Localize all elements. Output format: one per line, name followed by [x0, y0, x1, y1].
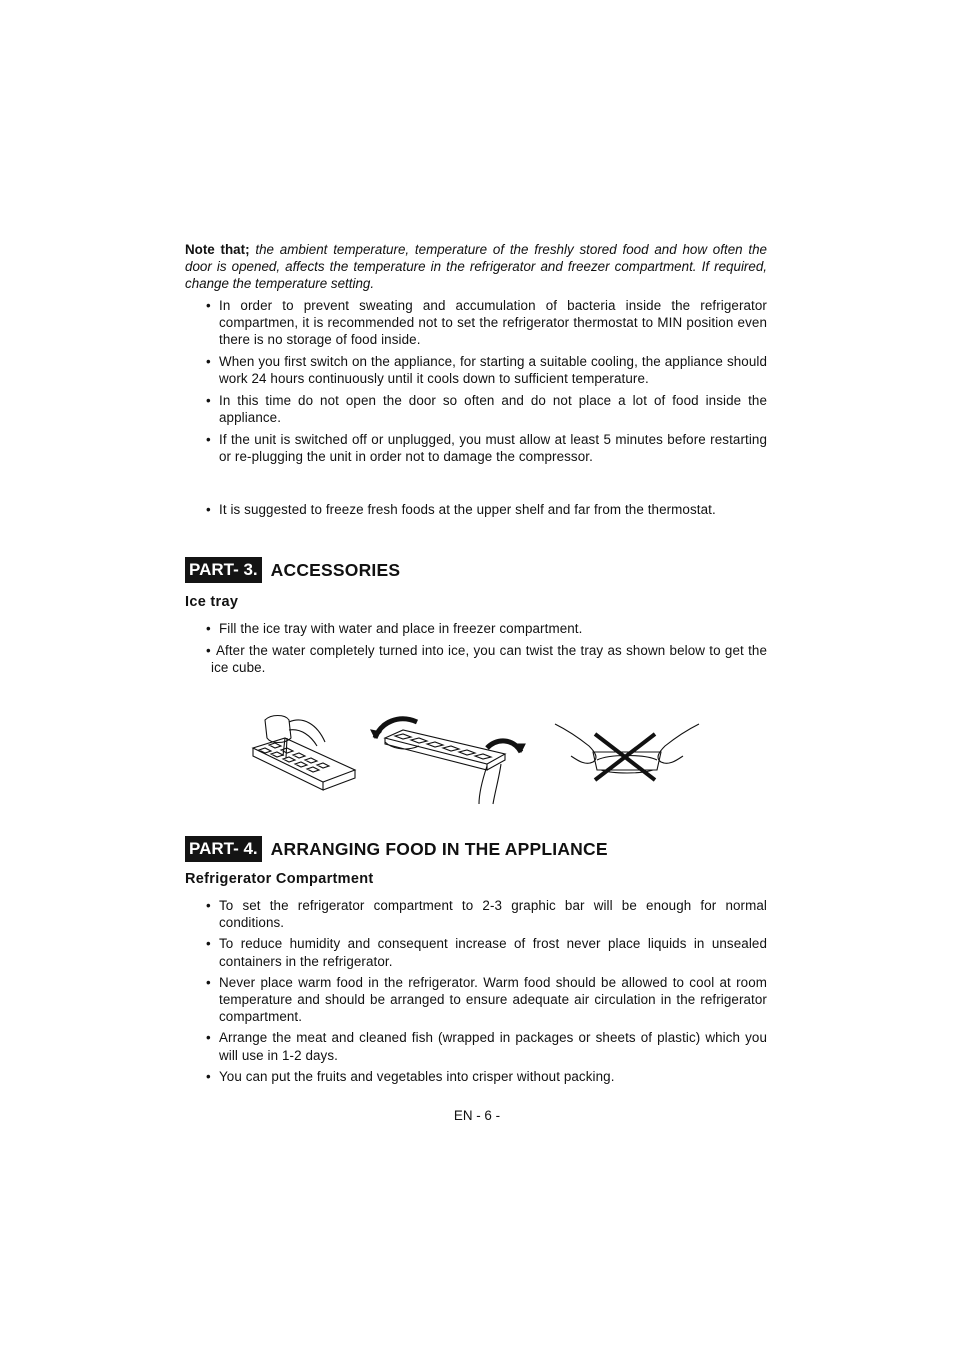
part4-title: ARRANGING FOOD IN THE APPLIANCE: [270, 838, 608, 859]
list-item: • In this time do not open the door so often and do not place a lot of food inside the appliance.: [206, 393, 767, 426]
list-item: • Fill the ice tray with water and place in freezer compartment.: [206, 621, 583, 636]
list-item: • To reduce humidity and consequent increase of frost never place liquids in unsealed containers in the refrigerator.: [206, 936, 767, 969]
part3-heading: [185, 557, 400, 583]
refrigerator-subheading: Refrigerator Compartment: [185, 871, 374, 887]
list-item: • After the water completely turned into ice, you can twist the tray as shown below to get the ice cube.: [206, 643, 767, 676]
part3-tag: PART- 3.: [185, 557, 262, 583]
fill-tray-figure: [253, 716, 355, 791]
note-text: the ambient temperature, temperature of the freshly stored food and how often the door is opened, affects the temperature in the refrigerator and freezer compartment. If required, change the temperature setting.: [185, 242, 767, 291]
note-label: Note that;: [185, 242, 250, 257]
part3-title: ACCESSORIES: [270, 559, 401, 580]
page-number: EN - 6 -: [453, 1108, 501, 1123]
general-bullet-list: [206, 297, 767, 470]
fridge-bullet-list: [206, 897, 767, 1089]
ice-tray-illustration: [245, 708, 705, 808]
freeze-bullet-list: [206, 501, 767, 518]
note-paragraph: [185, 241, 767, 292]
list-item: • In order to prevent sweating and accumulation of bacteria inside the refrigerator compartmen, it is recommended not to set the refrigerator thermostat to MIN position even there is no storage of food inside.: [206, 298, 767, 348]
wrong-usage-figure: [555, 724, 699, 780]
part4-tag: PART- 4.: [185, 836, 262, 862]
list-item: • It is suggested to freeze fresh foods at the upper shelf and far from the thermostat.: [206, 502, 716, 517]
list-item: • To set the refrigerator compartment to 2-3 graphic bar will be enough for normal conditions.: [206, 898, 767, 931]
twist-tray-figure: [371, 719, 525, 804]
list-item: • Never place warm food in the refrigerator. Warm food should be allowed to cool at room temperature and should be arranged to ensure adequate air circulation in the refrigerator compartment.: [206, 974, 767, 1025]
ice-tray-bullet-list: [206, 620, 767, 682]
part4-heading: [185, 836, 608, 862]
ice-tray-subheading: Ice tray: [185, 594, 239, 610]
list-item: • You can put the fruits and vegetables into crisper without packing.: [206, 1068, 615, 1084]
list-item: • When you first switch on the appliance, for starting a suitable cooling, the appliance should work 24 hours continuously until it cools down to sufficient temperature.: [206, 354, 767, 387]
list-item: • Arrange the meat and cleaned fish (wrapped in packages or sheets of plastic) which you will use in 1-2 days.: [206, 1030, 767, 1063]
list-item: • If the unit is switched off or unplugged, you must allow at least 5 minutes before restarting or re-plugging the unit in order not to damage the compressor.: [206, 431, 767, 465]
